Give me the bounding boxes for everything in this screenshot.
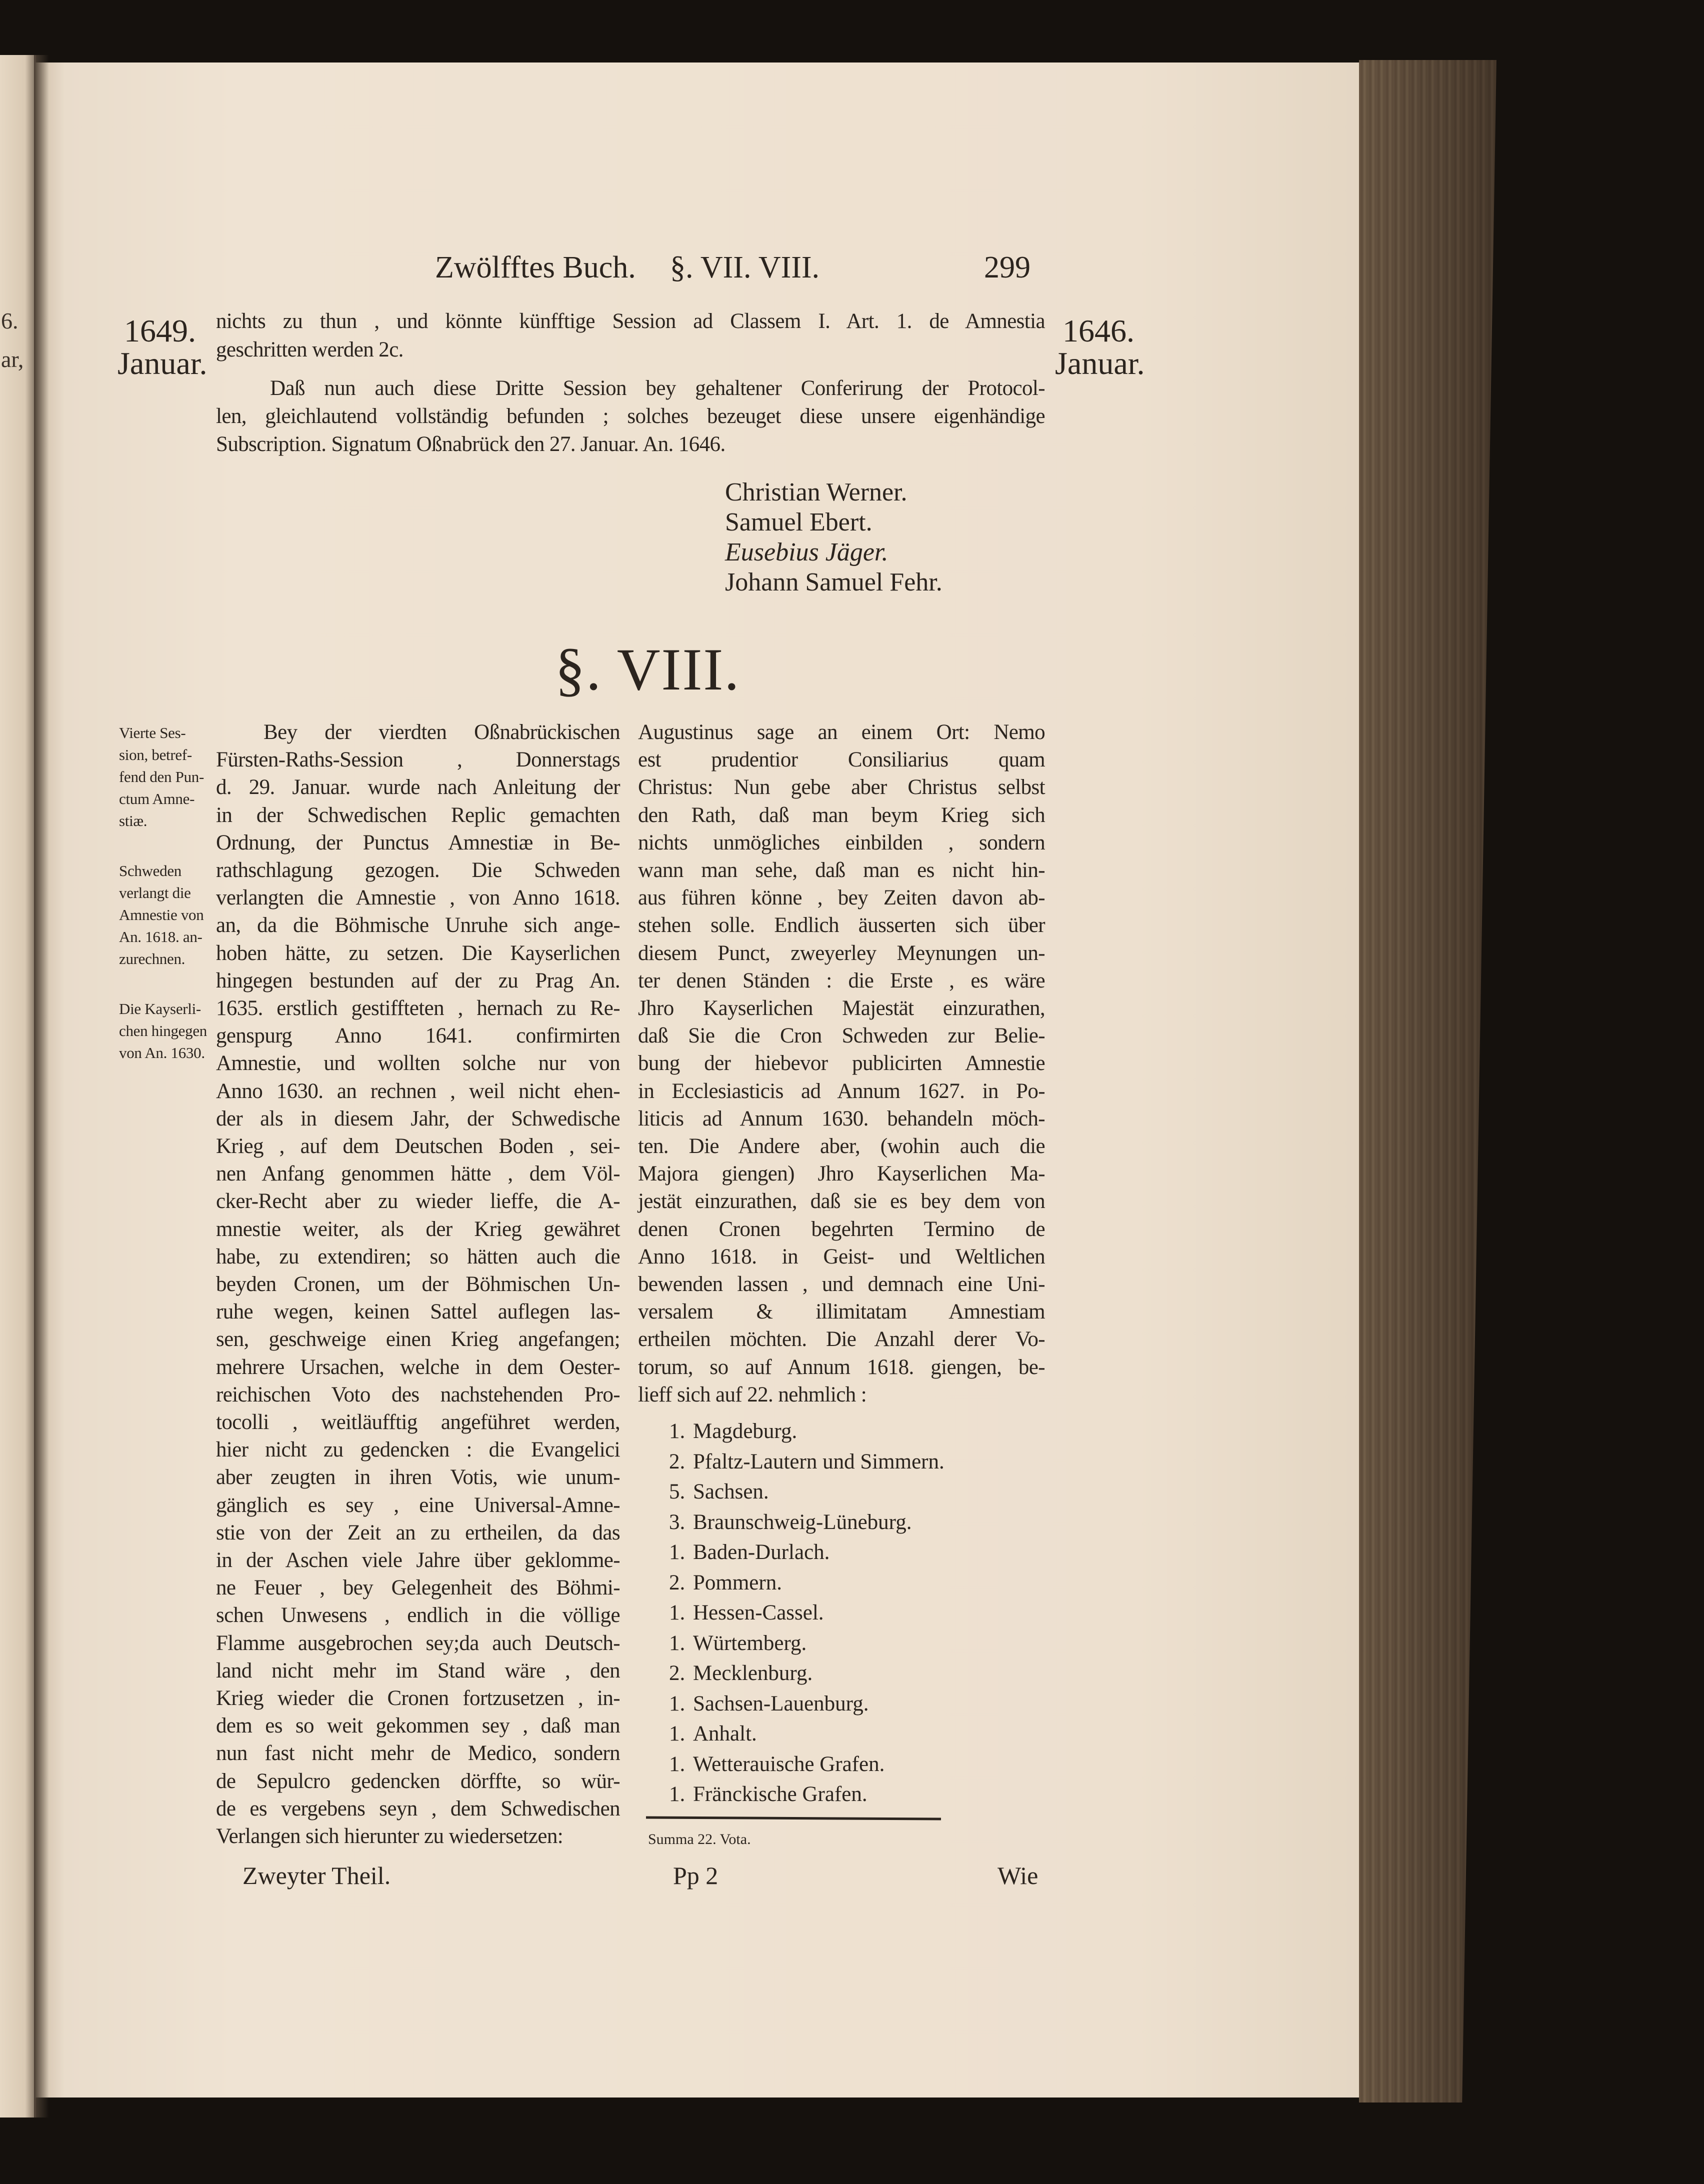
text-line: an, da die Böhmische Unruhe sich ange- [216, 914, 620, 938]
vote-list-item [669, 1752, 884, 1776]
vote-party: Wetterauische Grafen. [693, 1752, 885, 1776]
vote-count: 1. [669, 1540, 686, 1564]
text-line: mnestie weiter, als der Krieg gewähret [216, 1217, 620, 1241]
vote-party: Sachsen-Lauenburg. [693, 1692, 869, 1716]
text-line: lieff sich auf 22. nehmlich : [638, 1382, 867, 1406]
text-line: bung der hiebevor publicirten Amnestie [638, 1052, 1045, 1076]
text-line: der als in diesem Jahr, der Schwedische [216, 1106, 620, 1130]
text-line: Majora giengen) Jhro Kayserlichen Ma- [638, 1162, 1045, 1186]
signature: Samuel Ebert. [725, 508, 872, 536]
vote-party: Mecklenburg. [693, 1662, 813, 1685]
text-line: hingegen bestunden auf der zu Prag An. [216, 968, 620, 992]
text-line: Krieg wieder die Cronen fortzusetzen , in- [216, 1686, 620, 1710]
vote-count: 2. [669, 1662, 686, 1685]
signature: Johann Samuel Fehr. [725, 568, 942, 596]
text-line: de Sepulcro gedencken dörffte, so wür- [216, 1769, 620, 1793]
text-line: land nicht mehr im Stand wäre , den [216, 1658, 620, 1682]
text-line: genspurg Anno 1641. confirmirten [216, 1024, 620, 1048]
text-line: geschritten werden 2c. [216, 338, 404, 362]
text-line: torum, so auf Annum 1618. giengen, be- [638, 1355, 1045, 1379]
marginal-note-line: Schweden [119, 862, 182, 880]
page-fore-edge [1359, 60, 1496, 2102]
text-line: len, gleichlautend vollständig befunden ; solches bezeuget diese unsere eigenhändige [216, 404, 1045, 428]
page-number: 299 [984, 250, 1030, 284]
vote-list-item [669, 1450, 944, 1474]
vote-list-item [669, 1722, 757, 1746]
vote-list-item [669, 1419, 797, 1444]
marginal-note-line: chen hingegen [119, 1022, 208, 1040]
marginal-note-line: sion, betref- [119, 746, 192, 764]
vote-count: 1. [669, 1782, 686, 1806]
text-line: Verlangen sich hierunter zu wiedersetzen: [216, 1824, 564, 1848]
text-line: cker-Recht aber zu wieder lieffe, die A- [216, 1190, 620, 1214]
text-line: Bey der vierdten Oßnabrückischen [264, 720, 620, 744]
text-line: habe, zu extendiren; so hätten auch die [216, 1244, 620, 1268]
text-line: gänglich es sey , eine Universal-Amne- [216, 1493, 620, 1517]
catchword: Wie [998, 1862, 1038, 1890]
text-line: bewenden lassen , und demnach eine Uni- [638, 1272, 1045, 1296]
running-head-title: Zwölfftes Buch. [435, 250, 636, 284]
text-line: Anno 1618. in Geist- und Weltlichen [638, 1244, 1045, 1268]
vote-count: 1. [669, 1692, 686, 1716]
text-line: ruhe wegen, keinen Sattel auflegen las- [216, 1300, 620, 1324]
text-line: in Ecclesiasticis ad Annum 1627. in Po- [638, 1079, 1045, 1103]
vote-party: Anhalt. [693, 1722, 757, 1746]
text-line: dem es so weit gekommen sey , daß man [216, 1714, 620, 1738]
text-line: Christus: Nun gebe aber Christus selbst [638, 776, 1045, 800]
text-line: verlangten die Amnestie , von Anno 1618. [216, 886, 620, 910]
text-line: wann man sehe, daß man es nicht hin- [638, 858, 1045, 882]
text-line: mehrere Ursachen, welche in dem Oester- [216, 1355, 620, 1379]
vote-list-item [669, 1661, 812, 1686]
text-line: de es vergebens seyn , dem Schwedischen [216, 1796, 620, 1820]
facing-page-fragment: 6. [1, 308, 18, 334]
vote-count: 1. [669, 1722, 686, 1746]
text-line: Augustinus sage an einem Ort: Nemo [638, 720, 1045, 744]
running-head-sections: §. VII. VIII. [670, 250, 820, 284]
vote-list-item [669, 1631, 806, 1656]
section-title: §. VIII. [555, 636, 740, 702]
text-line: sen, geschweige einen Krieg angefangen; [216, 1328, 620, 1352]
text-line: nichts unmögliches einbilden , sondern [638, 830, 1045, 854]
text-line: nichts zu thun , und könnte künfftige Session ad Classem I. Art. 1. de Amnestia [216, 310, 1045, 333]
vote-count: 2. [669, 1570, 686, 1594]
text-line: aus führen könne , bey Zeiten davon ab- [638, 886, 1045, 910]
margin-year-right: 1646. [1062, 313, 1134, 348]
vote-party: Sachsen. [693, 1480, 769, 1504]
text-line: aber zeugten in ihren Votis, wie unum- [216, 1466, 620, 1490]
marginal-note-line: von An. 1630. [119, 1044, 205, 1062]
vote-party: Würtemberg. [693, 1631, 807, 1655]
marginal-note-line: Vierte Ses- [119, 724, 186, 742]
text-line: ten. Die Andere aber, (wohin auch die [638, 1134, 1045, 1158]
text-line: rathschlagung gezogen. Die Schweden [216, 858, 620, 882]
marginal-note-line: ctum Amne- [119, 790, 195, 808]
volume-title: Zweyter Theil. [242, 1862, 391, 1890]
text-line: hier nicht zu gedencken : die Evangelici [216, 1438, 620, 1462]
marginal-note-line: An. 1618. an- [119, 928, 202, 946]
text-line: reichischen Voto des nachstehenden Pro- [216, 1382, 620, 1406]
text-line: d. 29. Januar. wurde nach Anleitung der [216, 776, 620, 800]
vote-count: 1. [669, 1420, 686, 1443]
vote-party: Baden-Durlach. [693, 1540, 830, 1564]
facing-page-edge [0, 55, 36, 2118]
text-line: Jhro Kayserlichen Majestät einzurathen, [638, 996, 1045, 1020]
text-line: versalem & illimitatam Amnestiam [638, 1300, 1045, 1324]
marginal-note-line: verlangt die [119, 884, 191, 902]
text-line: tocolli , weitläufftig angeführet werden, [216, 1410, 620, 1434]
vote-party: Magdeburg. [693, 1420, 798, 1443]
text-line: schen Unwesens , endlich in die völlige [216, 1604, 620, 1628]
votes-total: Summa 22. Vota. [648, 1831, 751, 1848]
text-line: ter denen Ständen : die Erste , es wäre [638, 968, 1045, 992]
text-line: Krieg , auf dem Deutschen Boden , sei- [216, 1134, 620, 1158]
margin-month-left: Januar. [118, 346, 208, 381]
vote-party: Braunschweig-Lüneburg. [693, 1510, 912, 1534]
text-line: diesem Punct, zweyerley Meynungen un- [638, 941, 1045, 965]
marginal-note-line: Die Kayserli- [119, 1000, 201, 1018]
vote-list-item [669, 1600, 824, 1625]
text-line: in der Schwedischen Replic gemachten [216, 803, 620, 827]
vote-list-item [669, 1570, 782, 1595]
text-line: Ordnung, der Punctus Amnestiæ in Be- [216, 830, 620, 854]
margin-year-left: 1649. [124, 313, 196, 348]
vote-count: 5. [669, 1480, 686, 1504]
text-line: est prudentior Consiliarius quam [638, 748, 1045, 772]
marginal-note-line: stiæ. [119, 812, 148, 830]
vote-count: 1. [669, 1752, 686, 1776]
text-line: den Rath, daß man beym Krieg sich [638, 803, 1045, 827]
text-line: jestät einzurathen, daß sie es bey dem von [638, 1190, 1045, 1214]
vote-party: Fränckische Grafen. [693, 1782, 868, 1806]
signature: Christian Werner. [725, 478, 908, 506]
vote-party: Hessen-Cassel. [693, 1601, 824, 1624]
text-line: Amnestie, und wollten solche nur von [216, 1052, 620, 1076]
text-line: in der Aschen viele Jahre über geklomme- [216, 1548, 620, 1572]
facing-page-fragment: ar, [1, 346, 24, 372]
text-line: ne Feuer , bey Gelegenheit des Böhmi- [216, 1576, 620, 1600]
text-line: daß Sie die Cron Schweden zur Belie- [638, 1024, 1045, 1048]
signature: Eusebius Jäger. [725, 538, 888, 566]
vote-count: 1. [669, 1631, 686, 1655]
text-line: stehen solle. Endlich äusserten sich über [638, 914, 1045, 938]
text-line: denen Cronen begehrten Termino de [638, 1217, 1045, 1241]
vote-list-item [669, 1692, 868, 1716]
text-line: stie von der Zeit an zu ertheilen, da das [216, 1520, 620, 1544]
signature-mark: Pp 2 [673, 1862, 718, 1890]
text-line: ertheilen möchten. Die Anzahl derer Vo- [638, 1328, 1045, 1352]
marginal-note-line: Amnestie von [119, 906, 204, 924]
vote-party: Pommern. [693, 1570, 782, 1594]
vote-list-item [669, 1540, 830, 1564]
vote-party: Pfaltz-Lautern und Simmern. [693, 1450, 944, 1474]
margin-month-right: Januar. [1055, 346, 1145, 381]
text-line: Daß nun auch diese Dritte Session bey gehaltener Conferirung der Protocol- [270, 376, 1045, 400]
gutter-shadow [34, 55, 49, 2118]
text-line: hoben hätte, zu setzen. Die Kayserlichen [216, 941, 620, 965]
text-line: Flamme ausgebrochen sey;da auch Deutsch- [216, 1631, 620, 1655]
text-line: 1635. erstlich gestiffteten , hernach zu Re- [216, 996, 620, 1020]
text-line: liticis ad Annum 1630. behandeln möch- [638, 1106, 1045, 1130]
marginal-note-line: zurechnen. [119, 950, 186, 968]
text-line: Anno 1630. an rechnen , weil nicht ehen- [216, 1079, 620, 1103]
vote-list-item [669, 1510, 912, 1534]
marginal-note-line: fend den Pun- [119, 768, 204, 786]
text-line: Fürsten-Raths-Session , Donnerstags [216, 748, 620, 772]
text-line: nen Anfang genommen hätte , dem Völ- [216, 1162, 620, 1186]
text-line: Subscription. Signatum Oßnabrück den 27. Januar. An. 1646. [216, 432, 726, 456]
vote-list-item [669, 1480, 769, 1504]
text-line: nun fast nicht mehr de Medico, sondern [216, 1742, 620, 1766]
vote-list-item [669, 1782, 868, 1806]
vote-count: 2. [669, 1450, 686, 1474]
vote-count: 1. [669, 1601, 686, 1624]
vote-count: 3. [669, 1510, 686, 1534]
text-line: beyden Cronen, um der Böhmischen Un- [216, 1272, 620, 1296]
